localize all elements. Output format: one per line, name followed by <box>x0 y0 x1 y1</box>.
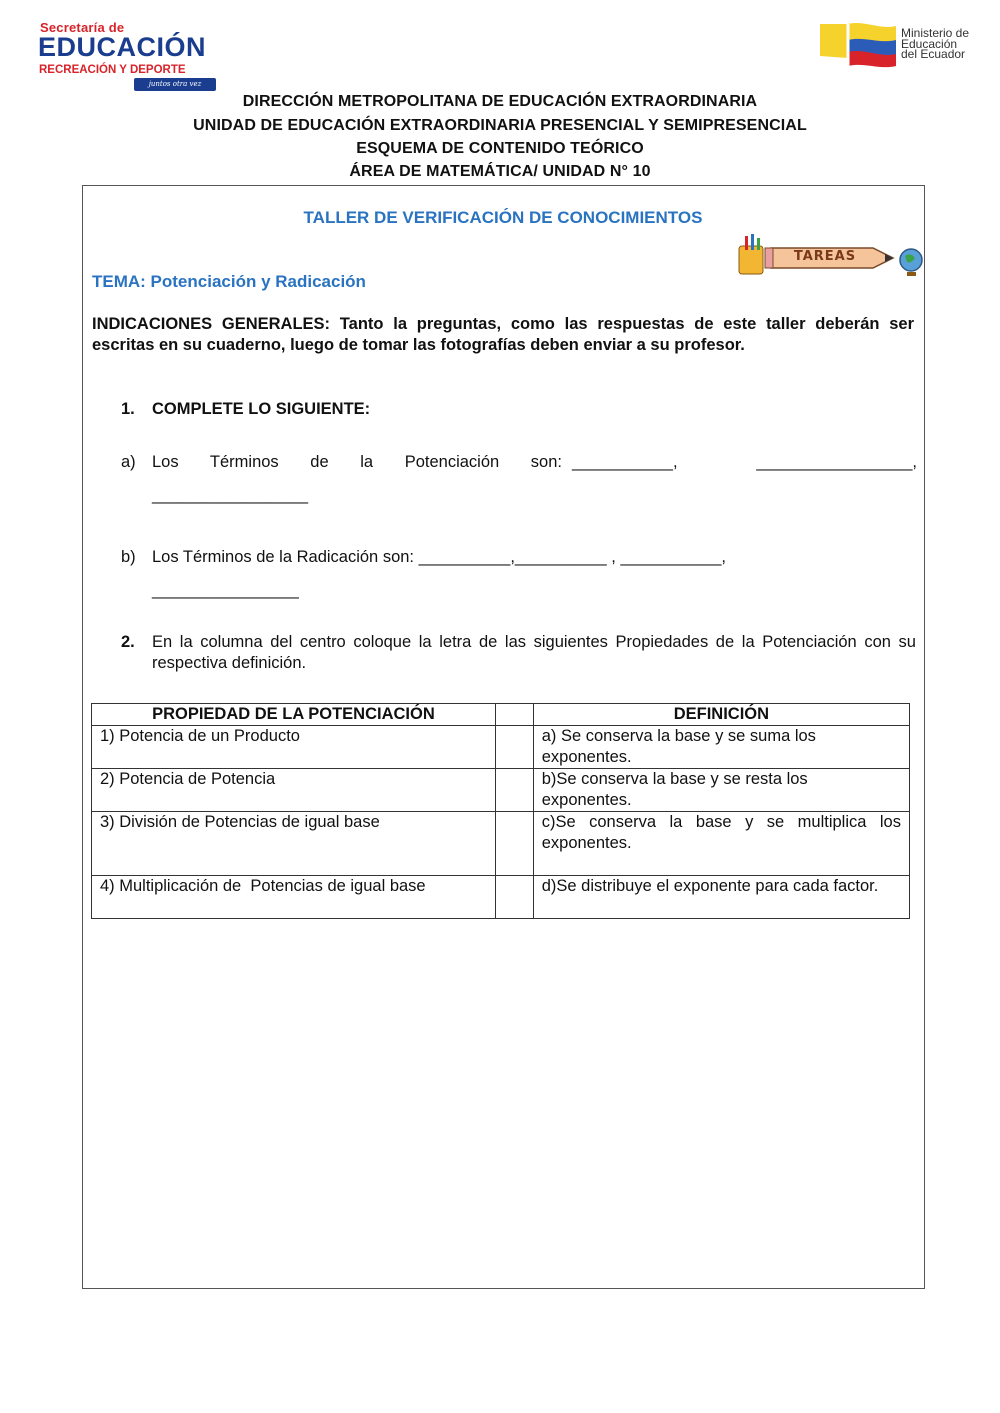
header-property: PROPIEDAD DE LA POTENCIACIÓN <box>92 704 496 726</box>
property-cell: 2) Potencia de Potencia <box>92 769 496 812</box>
table-row <box>92 812 910 876</box>
ministerio-educacion-logo <box>818 18 988 74</box>
logo-left-tagline: juntos otra vez <box>134 78 216 91</box>
q1-number: 1. <box>121 400 135 418</box>
header-line-1: DIRECCIÓN METROPOLITANA DE EDUCACIÓN EXTRAORDINARIA <box>242 93 758 110</box>
q1-heading: COMPLETE LO SIGUIENTE: <box>152 400 371 418</box>
property-cell: 1) Potencia de un Producto <box>92 726 496 769</box>
table-row <box>92 876 910 919</box>
q1a-text: Los Términos de la Potenciación son: <box>152 453 562 471</box>
property-cell: 3) División de Potencias de igual base <box>92 812 496 876</box>
logo-right-line2: Educación <box>901 36 958 51</box>
answer-cell[interactable] <box>495 769 533 812</box>
q2-number: 2. <box>121 633 135 651</box>
q1a-blanks[interactable]: ___________, _________________, <box>572 453 917 471</box>
q1b-text[interactable]: Los Términos de la Radicación son: __________,__________ , ___________, <box>152 548 726 566</box>
topic-heading: TEMA: Potenciación y Radicación <box>92 272 366 291</box>
logo-left-line2: EDUCACIÓN <box>38 32 207 62</box>
table-row <box>92 726 910 769</box>
header-line-2: UNIDAD DE EDUCACIÓN EXTRAORDINARIA PRESENCIAL Y SEMIPRESENCIAL <box>193 117 807 134</box>
logo-left-line1: Secretaría de <box>40 20 125 35</box>
q1a-blank-2[interactable]: _________________ <box>152 486 309 504</box>
logo-right-line1: Ministerio de <box>901 26 970 40</box>
secretaria-educacion-logo <box>38 20 218 88</box>
q1b-blank-2[interactable]: ________________ <box>152 581 299 599</box>
table-header-row <box>92 704 910 726</box>
logo-left-line3: RECREACIÓN Y DEPORTE <box>39 64 186 76</box>
definition-cell: a) Se conserva la base y se suma los exponentes. <box>533 726 909 769</box>
q1b-label: b) <box>121 548 136 566</box>
ecuador-flag-icon <box>818 22 898 74</box>
definition-cell: b)Se conserva la base y se resta los exponentes. <box>533 769 909 812</box>
q1a-label: a) <box>121 453 136 471</box>
definition-cell: c)Se conserva la base y se multiplica los exponentes. <box>533 812 909 876</box>
answer-cell[interactable] <box>495 726 533 769</box>
properties-table <box>91 703 910 919</box>
q2-text: En la columna del centro coloque la letra de las siguientes Propiedades de la Potenciación con su respectiva definición. <box>152 633 916 672</box>
answer-cell[interactable] <box>495 876 533 919</box>
header-answer <box>495 704 533 726</box>
definition-cell: d)Se distribuye el exponente para cada factor. <box>533 876 909 919</box>
answer-cell[interactable] <box>495 812 533 876</box>
header-line-4: ÁREA DE MATEMÁTICA/ UNIDAD N° 10 <box>349 163 651 180</box>
header-line-3: ESQUEMA DE CONTENIDO TEÓRICO <box>356 140 644 157</box>
tareas-badge-text: TAREAS <box>793 249 857 264</box>
tareas-pencil-illustration <box>735 232 925 282</box>
property-cell: 4) Multiplicación de Potencias de igual base <box>92 876 496 919</box>
header-definition: DEFINICIÓN <box>533 704 909 726</box>
logo-right-line3: del Ecuador <box>901 47 966 61</box>
table-row <box>92 769 910 812</box>
worksheet-title: TALLER DE VERIFICACIÓN DE CONOCIMIENTOS <box>303 208 703 227</box>
logo-right-text <box>901 28 969 60</box>
general-instructions: INDICACIONES GENERALES: Tanto la preguntas, como las respuestas de este taller deberán ser escritas en su cuaderno, luego de tomar las fotografías deben enviar a su profesor. <box>92 315 914 354</box>
